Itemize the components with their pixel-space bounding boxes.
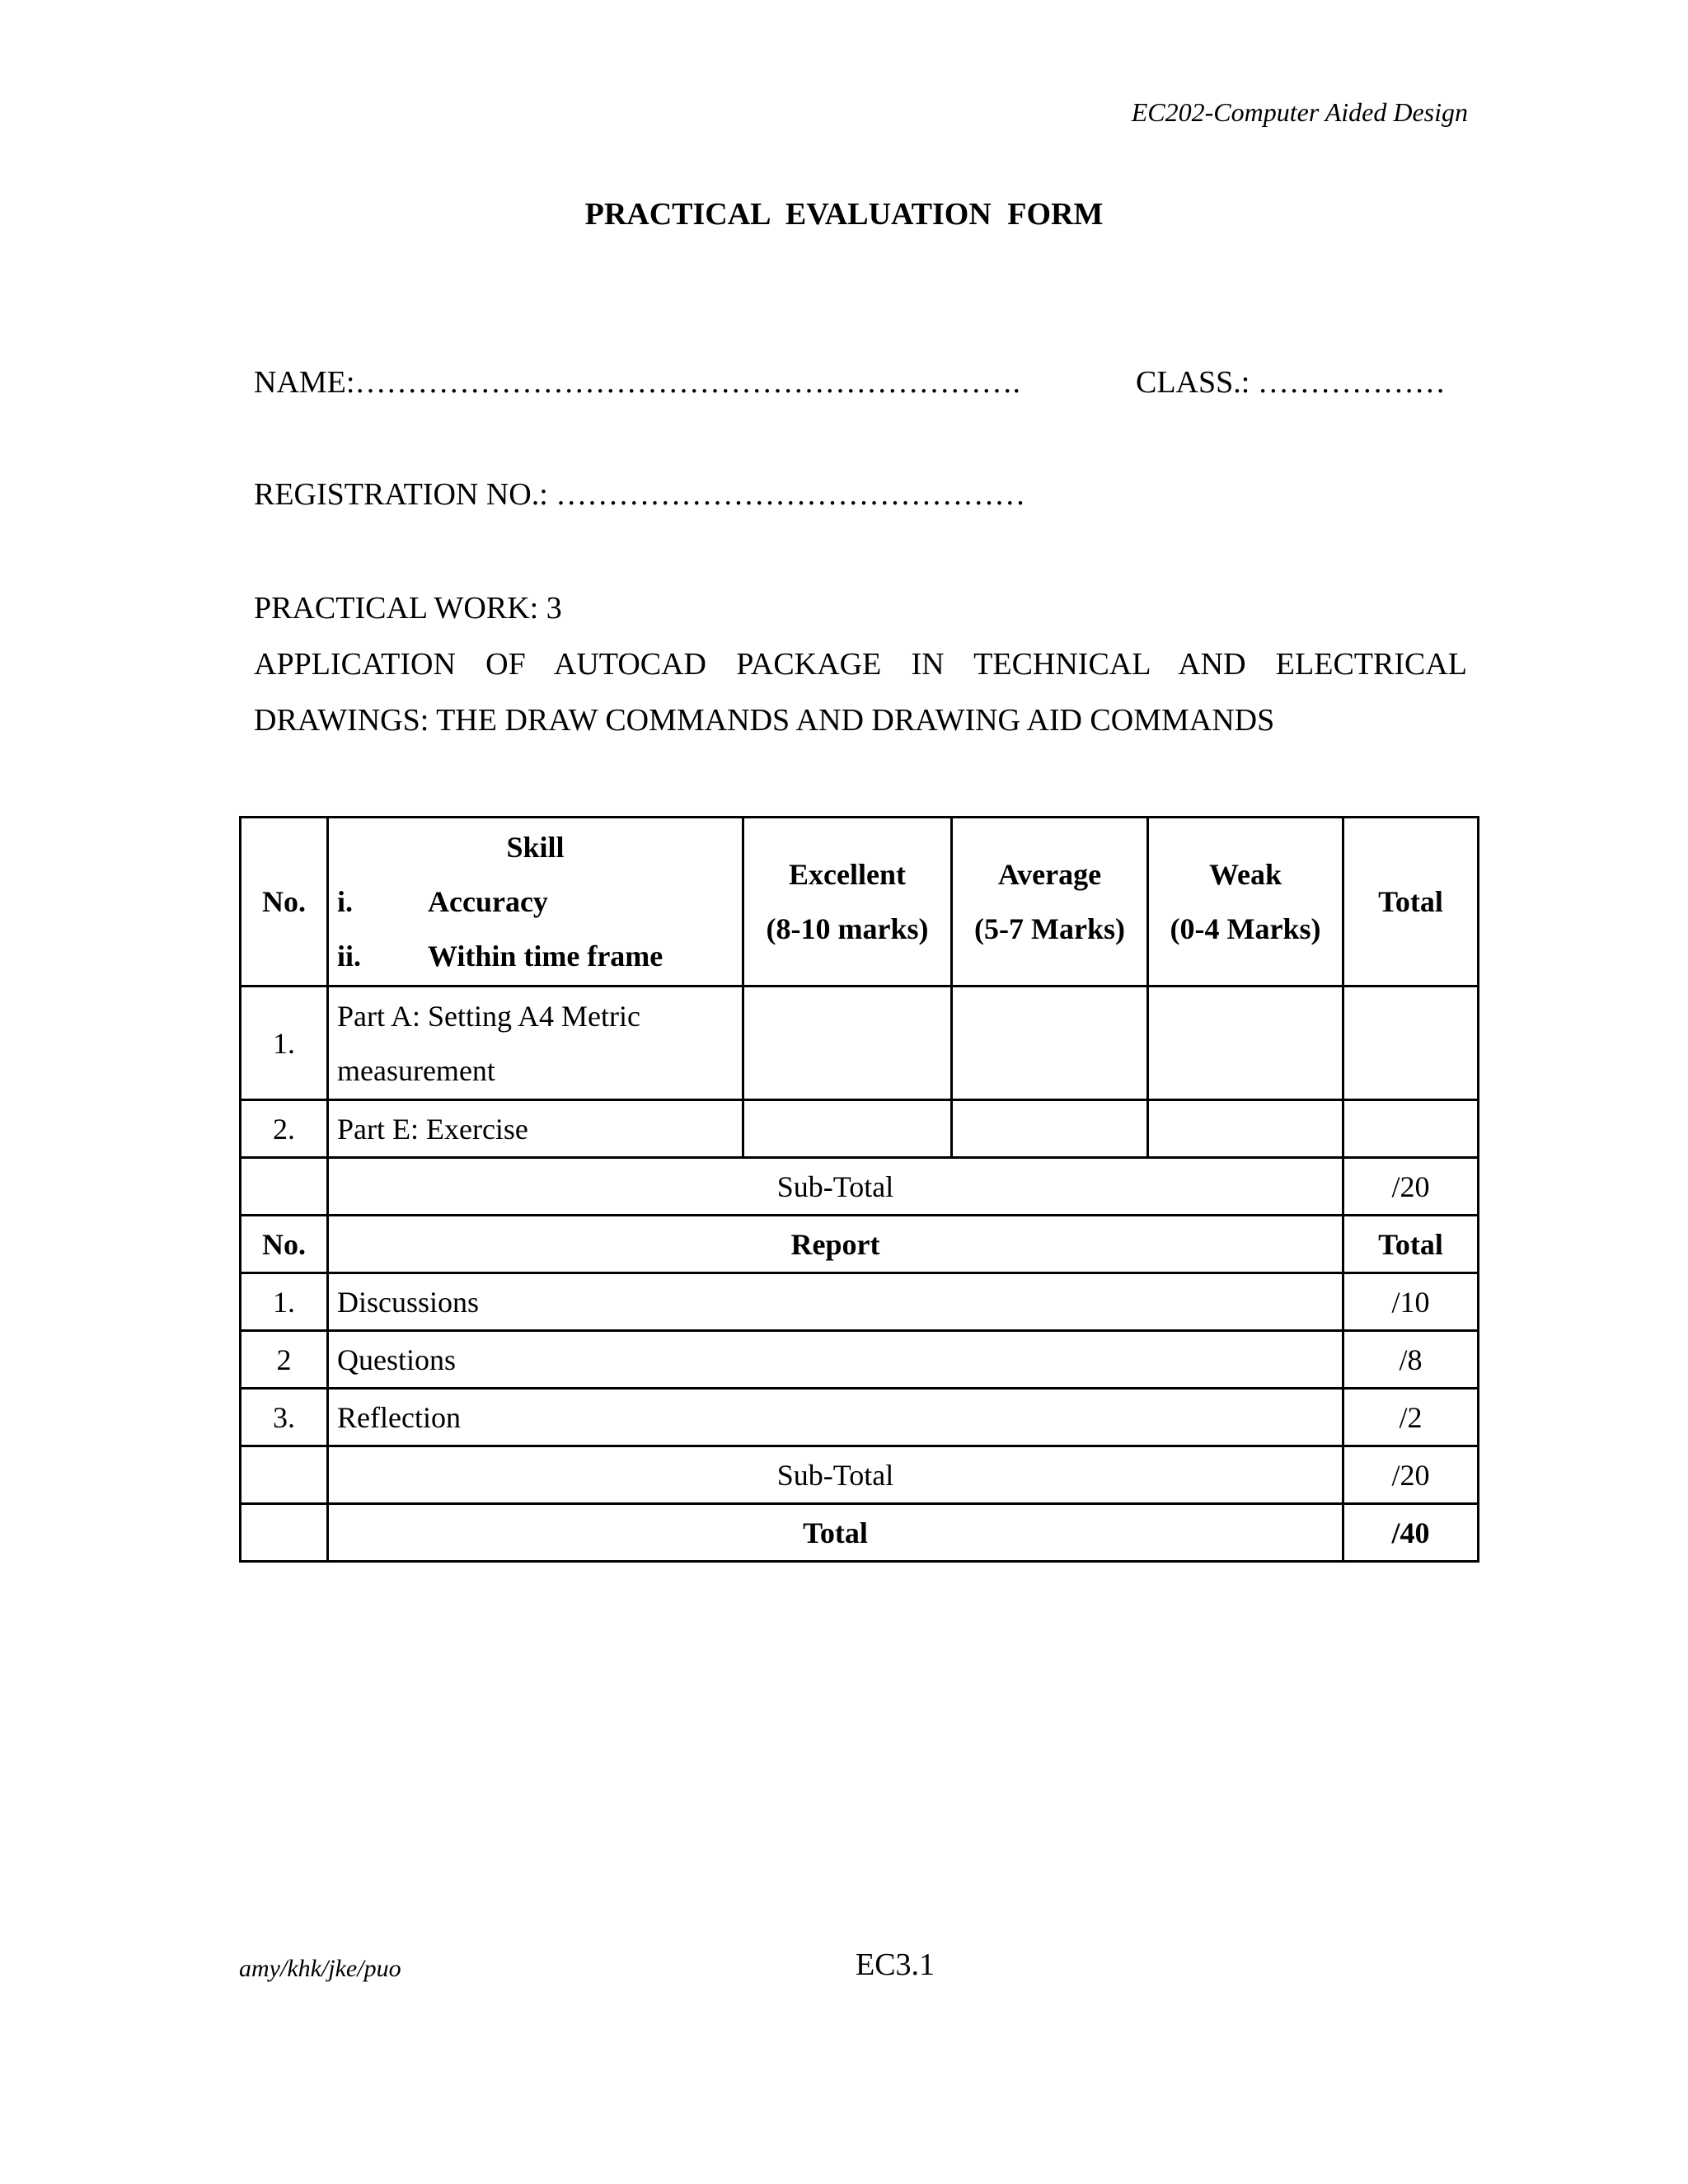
header-excellent bbox=[743, 818, 952, 987]
subtotal-value: /20 bbox=[1343, 1446, 1479, 1504]
grand-total-label: Total bbox=[328, 1504, 1343, 1562]
average-label: Average bbox=[997, 858, 1102, 891]
total-cell bbox=[1343, 1100, 1479, 1158]
row-number: 2 bbox=[241, 1331, 328, 1389]
skill-criterion-label: Accuracy bbox=[428, 885, 548, 918]
skill-criterion bbox=[337, 929, 734, 983]
subtotal-label: Sub-Total bbox=[328, 1446, 1343, 1504]
excellent-cell bbox=[743, 1100, 952, 1158]
evaluation-table bbox=[239, 816, 1479, 1563]
subtotal-label: Sub-Total bbox=[328, 1158, 1343, 1216]
grand-total-value: /40 bbox=[1343, 1504, 1479, 1562]
skill-criterion-label: Within time frame bbox=[428, 940, 663, 972]
total-cell bbox=[1343, 987, 1479, 1100]
report-header-total: Total bbox=[1343, 1216, 1479, 1273]
report-value: /10 bbox=[1343, 1273, 1479, 1331]
table-row bbox=[241, 1389, 1479, 1446]
report-subtotal-row bbox=[241, 1446, 1479, 1504]
table-row bbox=[241, 1273, 1479, 1331]
footer-code: amy/khk/jke/puo bbox=[239, 1955, 401, 1982]
skill-criterion bbox=[337, 874, 734, 929]
table-row bbox=[241, 987, 1479, 1100]
skill-item: Part E: Exercise bbox=[328, 1100, 743, 1158]
table-row bbox=[241, 1100, 1479, 1158]
average-cell bbox=[952, 1100, 1148, 1158]
header-skill bbox=[328, 818, 743, 987]
report-value: /2 bbox=[1343, 1389, 1479, 1446]
skill-subtotal-row bbox=[241, 1158, 1479, 1216]
row-number: 1. bbox=[241, 1273, 328, 1331]
weak-cell bbox=[1148, 1100, 1343, 1158]
skill-item-line2: measurement bbox=[337, 1053, 495, 1087]
report-header-label: Report bbox=[328, 1216, 1343, 1273]
header-average bbox=[952, 818, 1148, 987]
row-number: 2. bbox=[241, 1100, 328, 1158]
skill-heading: Skill bbox=[506, 831, 565, 864]
subtotal-value: /20 bbox=[1343, 1158, 1479, 1216]
skill-item bbox=[328, 987, 743, 1100]
average-marks: (5-7 Marks) bbox=[974, 912, 1125, 945]
header-weak bbox=[1148, 818, 1343, 987]
row-number: 1. bbox=[241, 987, 328, 1100]
skill-criterion-number: ii. bbox=[337, 940, 362, 972]
report-item: Reflection bbox=[328, 1389, 1343, 1446]
header-total: Total bbox=[1343, 818, 1479, 987]
course-header: EC202-Computer Aided Design bbox=[1131, 97, 1468, 127]
application-title-line2: DRAWINGS: THE DRAW COMMANDS AND DRAWING AID COMMANDS bbox=[254, 703, 1275, 738]
header-no: No. bbox=[241, 818, 328, 987]
average-cell bbox=[952, 987, 1148, 1100]
page-number: EC3.1 bbox=[856, 1947, 935, 1982]
class-field: CLASS.: ……………… bbox=[1136, 365, 1446, 400]
practical-work-label: PRACTICAL WORK: 3 bbox=[254, 591, 562, 626]
empty-cell bbox=[241, 1504, 328, 1562]
row-number: 3. bbox=[241, 1389, 328, 1446]
empty-cell bbox=[241, 1446, 328, 1504]
report-header-no: No. bbox=[241, 1216, 328, 1273]
excellent-marks: (8-10 marks) bbox=[766, 912, 929, 945]
report-value: /8 bbox=[1343, 1331, 1479, 1389]
weak-cell bbox=[1148, 987, 1343, 1100]
form-title: PRACTICAL EVALUATION FORM bbox=[584, 197, 1104, 232]
name-field: NAME:………………………………………………………. bbox=[254, 365, 1020, 400]
table-row bbox=[241, 1331, 1479, 1389]
skill-header-row bbox=[241, 818, 1479, 987]
excellent-label: Excellent bbox=[789, 858, 906, 891]
report-header-row bbox=[241, 1216, 1479, 1273]
empty-cell bbox=[241, 1158, 328, 1216]
skill-criterion-number: i. bbox=[337, 885, 354, 918]
excellent-cell bbox=[743, 987, 952, 1100]
application-title-line1: APPLICATION OF AUTOCAD PACKAGE IN TECHNICAL AND ELECTRICAL bbox=[254, 647, 1467, 682]
report-item: Discussions bbox=[328, 1273, 1343, 1331]
weak-marks: (0-4 Marks) bbox=[1170, 912, 1321, 945]
weak-label: Weak bbox=[1208, 858, 1282, 891]
registration-field: REGISTRATION NO.: ……………………………………… bbox=[254, 477, 1026, 512]
report-item: Questions bbox=[328, 1331, 1343, 1389]
skill-item-line1: Part A: Setting A4 Metric bbox=[337, 999, 640, 1033]
grand-total-row bbox=[241, 1504, 1479, 1562]
